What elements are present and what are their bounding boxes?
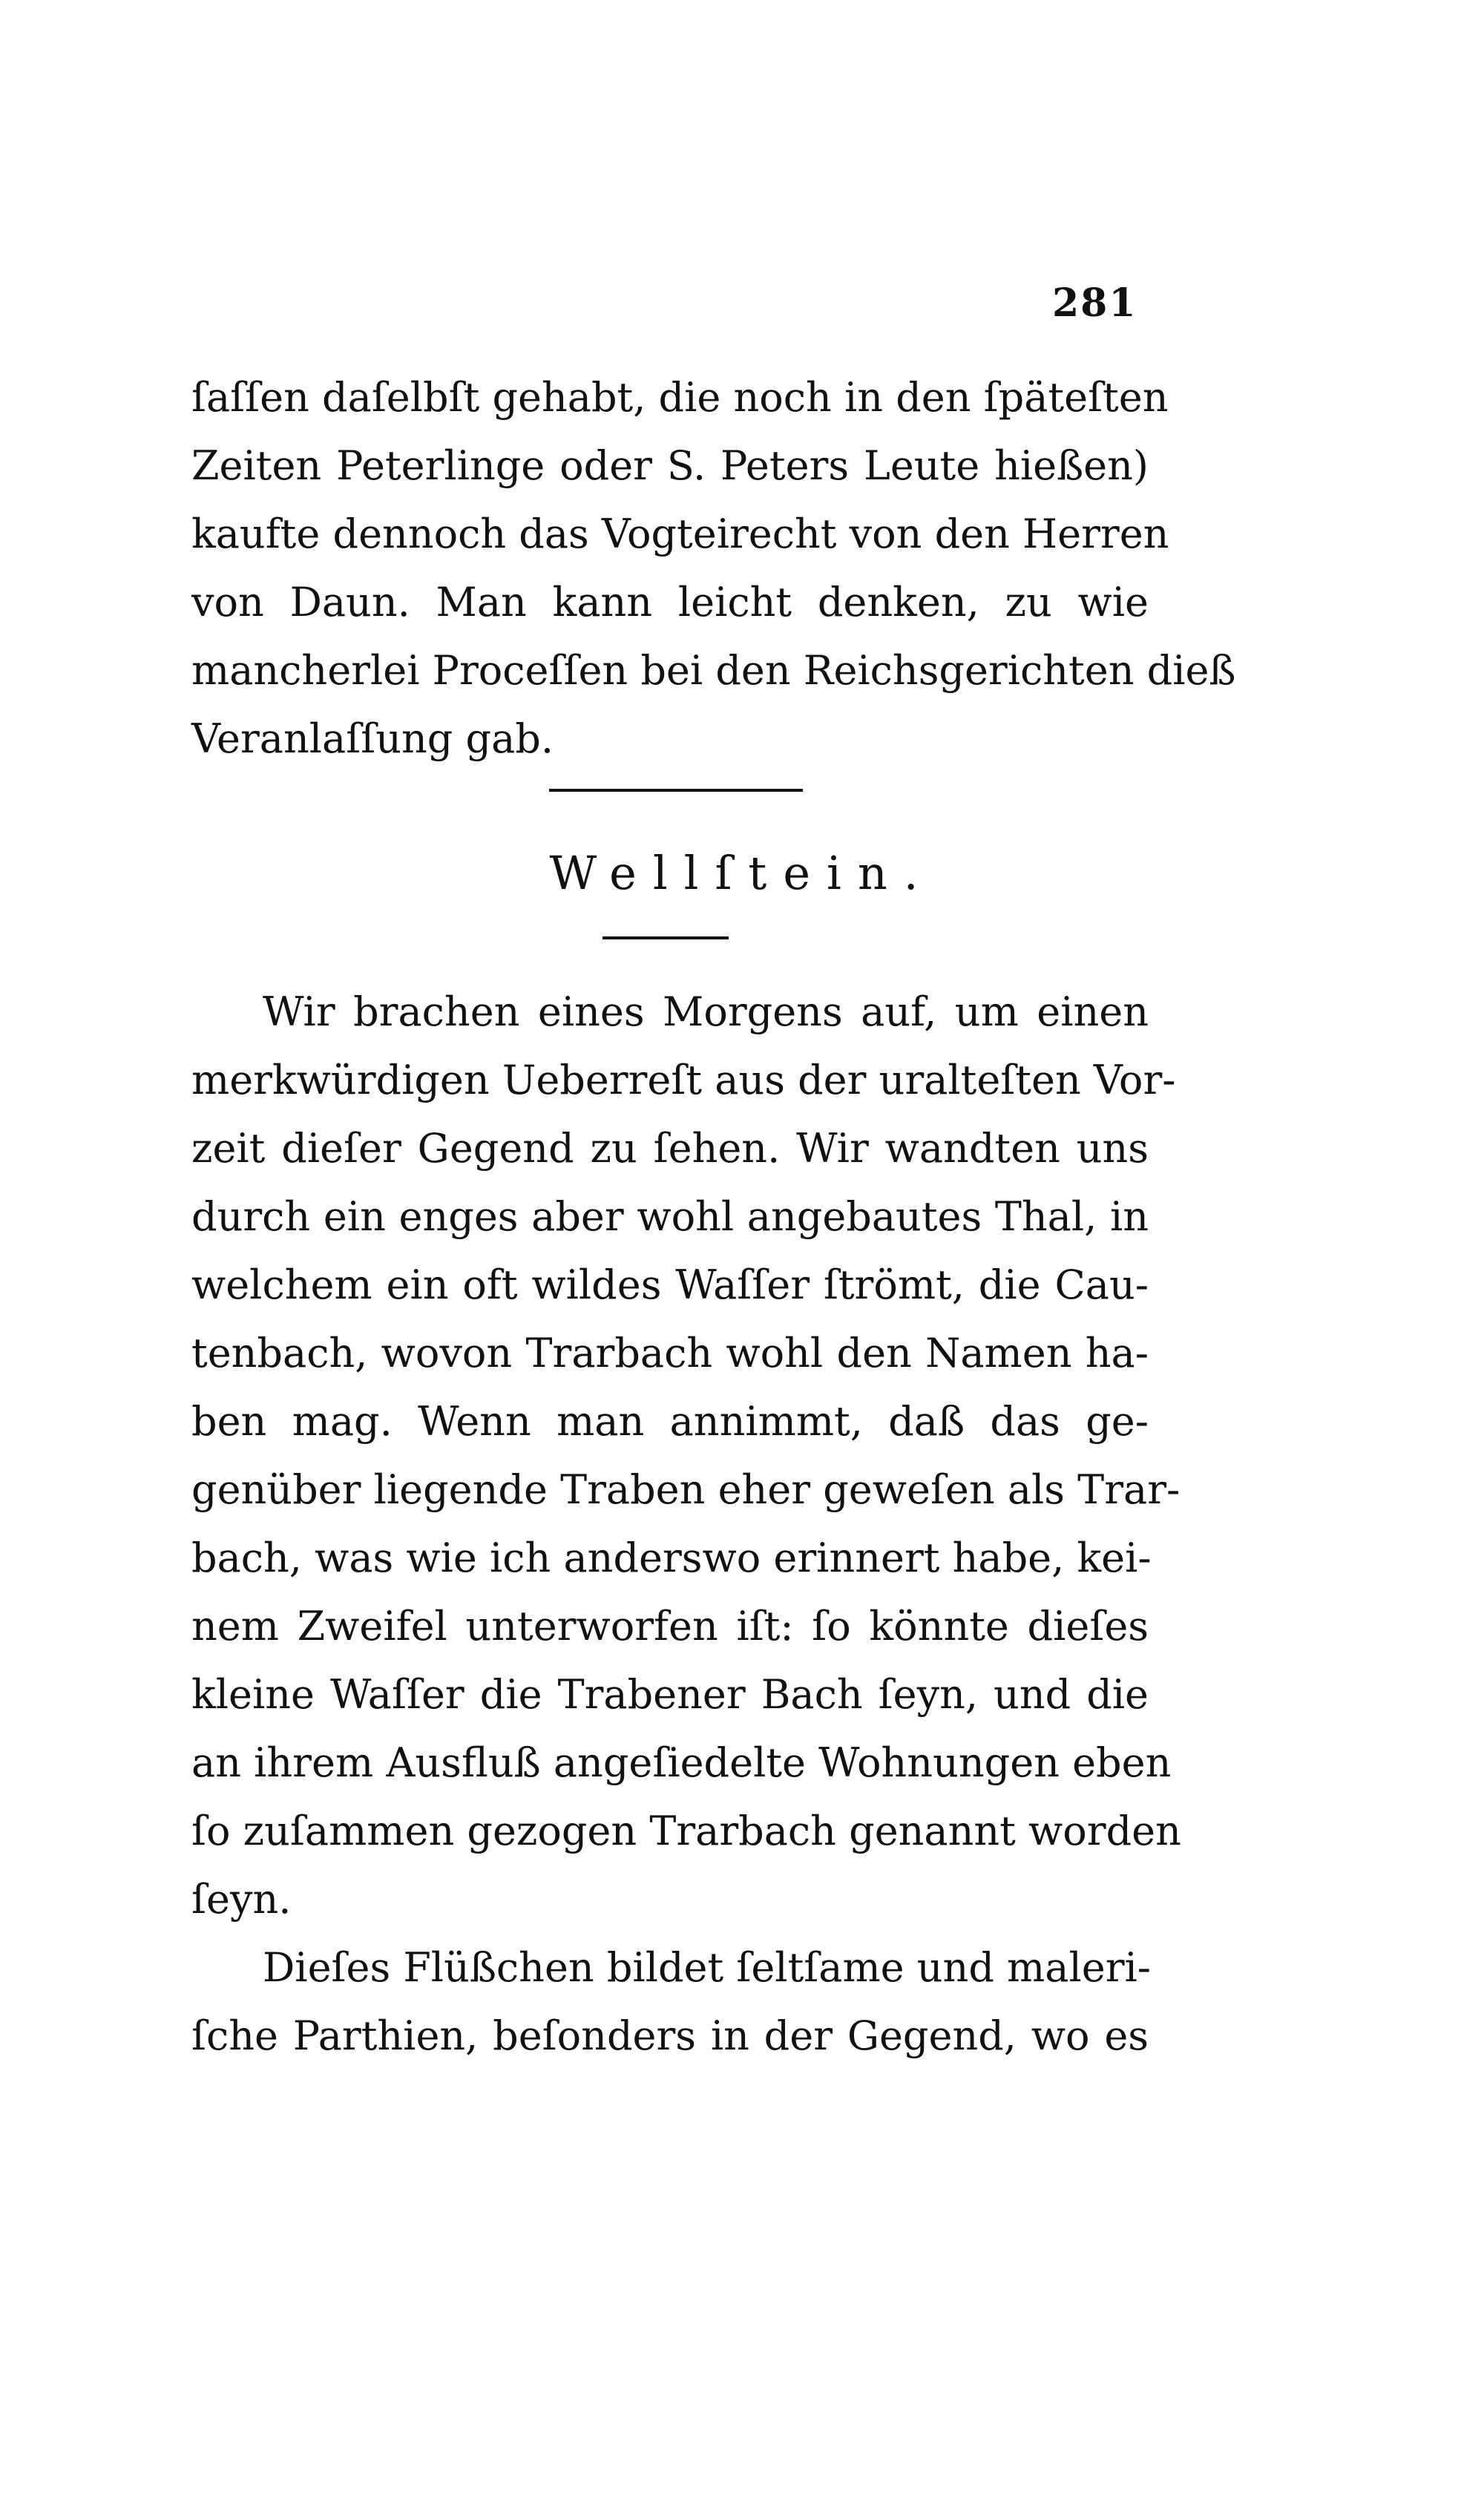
text-line: ſche Parthien, beſonders in der Gegend, wo es (191, 2012, 1149, 2059)
text-line: zeit dieſer Gegend zu ſehen. Wir wandten uns (191, 1125, 1149, 1172)
text-line: Veranlaſſung gab. (191, 715, 554, 762)
text-line: welchem ein oft wildes Waſſer ſtrömt, die Cau- (191, 1261, 1149, 1308)
paragraph-continuation (191, 364, 1236, 773)
text-line: von Daun. Man kann leicht denken, zu wie (191, 579, 1149, 626)
text-line: mancherlei Proceſſen bei den Reichsgerichten dieß (191, 647, 1236, 694)
text-line: Wir brachen eines Morgens auf, um einen (263, 988, 1149, 1035)
text-line: nem Zweifel unterworfen iſt: ſo könnte dieſes (191, 1603, 1149, 1650)
section-body (191, 978, 1181, 2070)
page-number: 281 (1052, 280, 1137, 326)
text-line: ben mag. Wenn man annimmt, daß das ge- (191, 1398, 1149, 1445)
heading-underline-rule (603, 936, 729, 939)
text-line: ſeyn. (191, 1876, 292, 1923)
section-divider-rule (549, 789, 803, 792)
text-line: durch ein enges aber wohl angebautes Thal, in (191, 1193, 1149, 1240)
text-line: ſaſſen daſelbſt gehabt, die noch in den ſpäteſten (191, 374, 1169, 421)
text-line: Dieſes Flüßchen bildet ſeltſame und maleri- (263, 1944, 1152, 1991)
text-line: Zeiten Peterlinge oder S. Peters Leute hießen) (191, 442, 1149, 489)
text-line: tenbach, wovon Trarbach wohl den Namen ha- (191, 1330, 1149, 1376)
text-line: bach, was wie ich anderswo erinnert habe, kei- (191, 1535, 1152, 1581)
section-heading: Wellſtein. (549, 846, 935, 900)
text-line: kaufte dennoch das Vogteirecht von den Herren (191, 511, 1169, 557)
text-line: ſo zuſammen gezogen Trarbach genannt worden (191, 1808, 1181, 1854)
text-line: an ihrem Ausfluß angeſiedelte Wohnungen eben (191, 1739, 1172, 1786)
text-line: merkwürdigen Ueberreſt aus der uralteſten Vor- (191, 1057, 1176, 1103)
text-line: kleine Waſſer die Trabener Bach ſeyn, und die (191, 1671, 1149, 1718)
text-line: genüber liegende Traben eher geweſen als Trar- (191, 1466, 1181, 1513)
